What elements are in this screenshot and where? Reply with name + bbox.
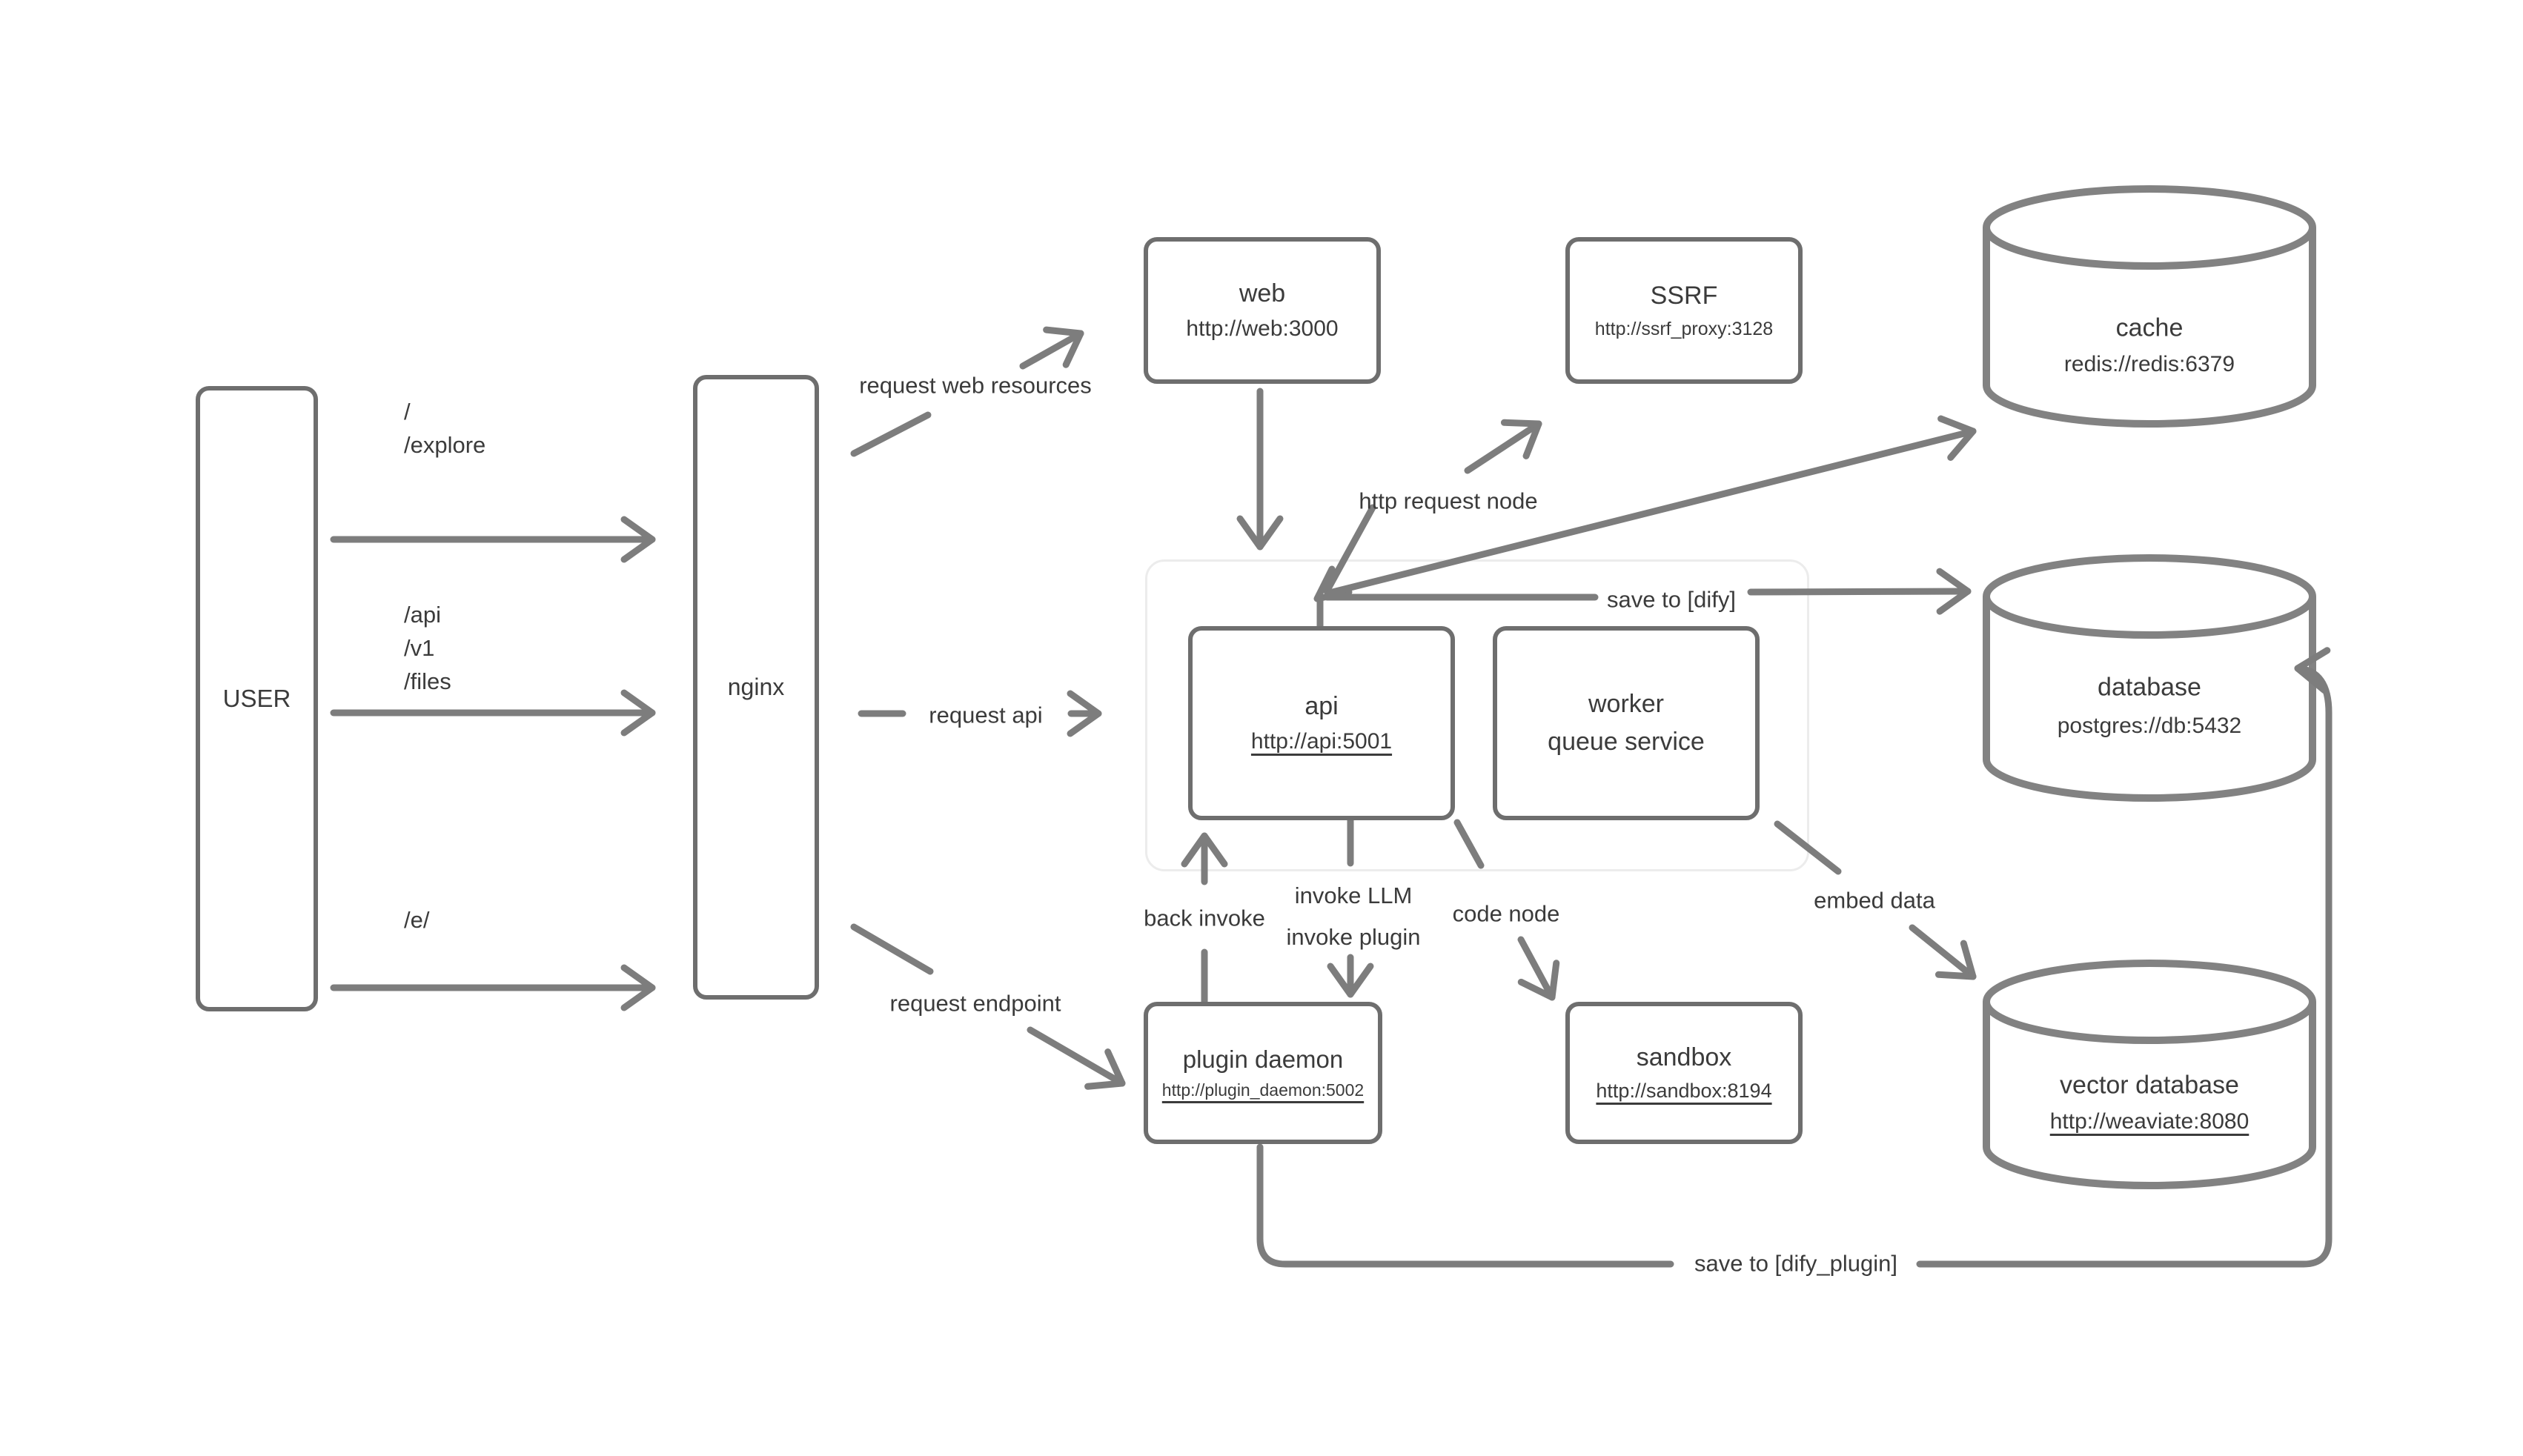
edge-label-invoke: invoke LLM invoke plugin — [1286, 882, 1421, 950]
node-api — [1188, 626, 1455, 820]
plugin-daemon-url: http://plugin_daemon:5002 — [1161, 1080, 1365, 1100]
arrow-api-database-2 — [1751, 591, 1968, 592]
arrow-nginx-web-1 — [854, 415, 928, 453]
plugin-daemon-label: plugin daemon — [1182, 1046, 1344, 1074]
arrow-embed-2 — [1912, 928, 1973, 977]
edge-label-http-request-node: http request node — [1359, 488, 1538, 514]
node-worker — [1493, 626, 1760, 820]
edge-label-user-e: /e/ — [404, 907, 430, 933]
arrow-code-node-1 — [1457, 822, 1481, 865]
node-plugin-daemon — [1144, 1002, 1382, 1144]
cylinder-cache — [1986, 189, 2313, 424]
vector-database-label: vector database — [2060, 1071, 2239, 1100]
edge-label-request-endpoint: request endpoint — [889, 990, 1061, 1017]
node-user — [196, 386, 318, 1011]
arrow-nginx-web-2 — [1023, 333, 1081, 366]
ssrf-label: SSRF — [1650, 281, 1718, 310]
edge-label-code-node: code node — [1452, 900, 1560, 927]
arrow-code-node-2 — [1521, 940, 1552, 997]
node-sandbox — [1565, 1002, 1803, 1144]
arrow-dify-plugin-1 — [1260, 1147, 1671, 1264]
edge-label-user-root: / /explore — [404, 399, 486, 458]
edge-label-request-api: request api — [929, 702, 1043, 728]
arrow-nginx-plugin-1 — [854, 927, 930, 971]
api-url: http://api:5001 — [1250, 729, 1393, 754]
node-nginx — [693, 375, 819, 1000]
sandbox-url: http://sandbox:8194 — [1596, 1080, 1772, 1103]
edge-label-request-web-resources: request web resources — [859, 372, 1092, 399]
sandbox-label: sandbox — [1636, 1043, 1732, 1072]
worker-label: worker — [1588, 690, 1665, 719]
ssrf-url: http://ssrf_proxy:3128 — [1594, 319, 1774, 340]
web-url: http://web:3000 — [1186, 316, 1339, 342]
edge-label-embed-data: embed data — [1814, 887, 1935, 914]
edge-label-save-to-dify-plugin: save to [dify_plugin] — [1694, 1250, 1898, 1277]
node-ssrf — [1565, 237, 1803, 384]
edge-label-save-to-dify: save to [dify] — [1606, 586, 1737, 613]
arrow-api-ssrf-2 — [1468, 424, 1539, 471]
nginx-label: nginx — [727, 674, 785, 701]
web-label: web — [1239, 279, 1286, 308]
cache-label: cache — [2115, 313, 2184, 342]
edge-label-user-api: /api /v1 /files — [404, 602, 451, 694]
database-label: database — [2098, 673, 2201, 702]
edge-label-back-invoke: back invoke — [1144, 905, 1265, 931]
database-url: postgres://db:5432 — [2057, 714, 2242, 738]
api-label: api — [1304, 691, 1339, 720]
user-label: USER — [222, 685, 291, 713]
arrow-embed-1 — [1777, 824, 1838, 871]
arrow-api-ssrf-1 — [1327, 508, 1373, 591]
cache-url: redis://redis:6379 — [2063, 352, 2235, 376]
vector-database-url: http://weaviate:8080 — [2049, 1109, 2250, 1134]
node-web — [1144, 237, 1381, 384]
arrow-nginx-plugin-2 — [1030, 1030, 1122, 1083]
worker-sublabel: queue service — [1548, 728, 1705, 756]
